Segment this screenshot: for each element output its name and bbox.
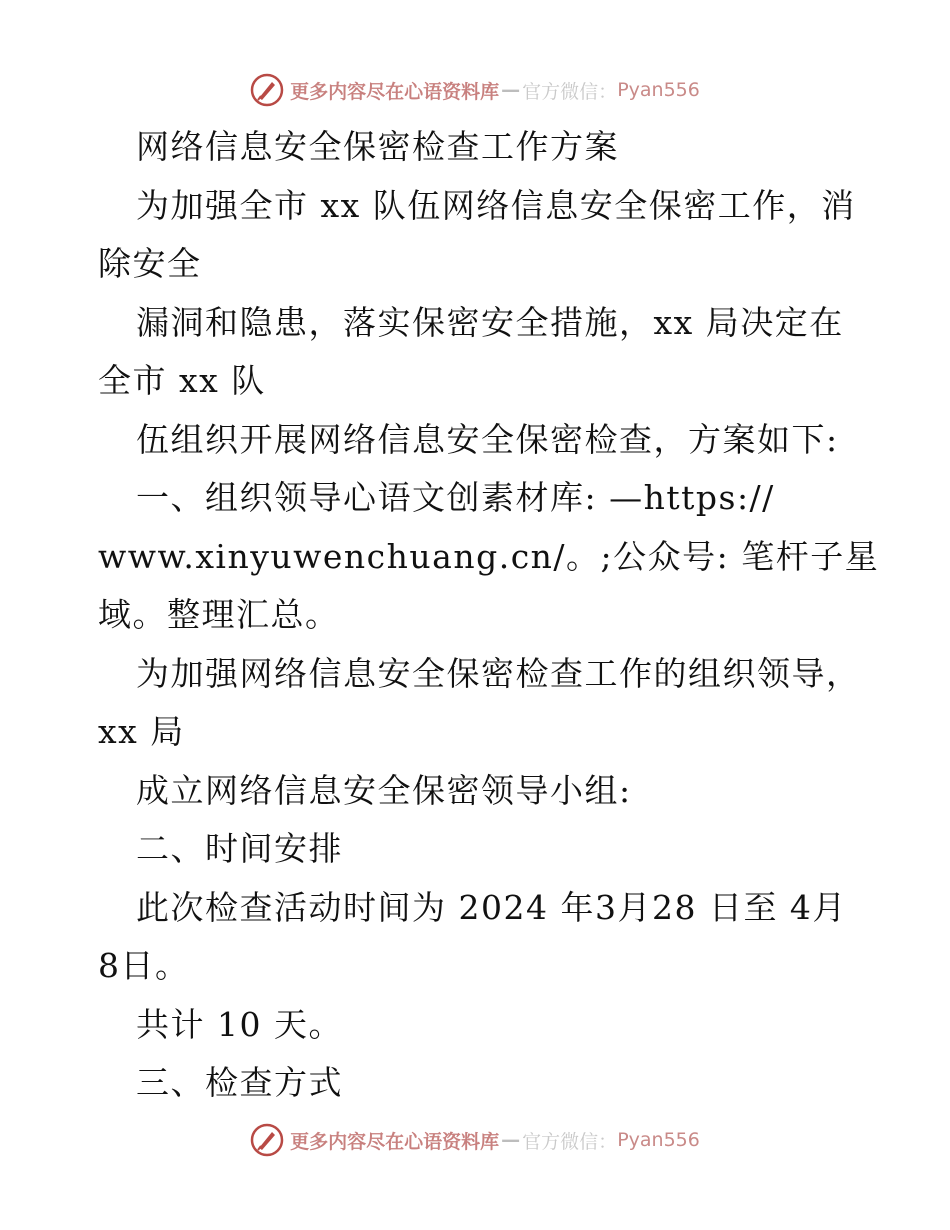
banner-wechat-id: Pyan556 xyxy=(617,79,700,101)
paragraph-line: 全市 xx 队 xyxy=(98,361,266,400)
paragraph-line: 此次检查活动时间为 2024 年3月28 日至 4月 xyxy=(136,887,847,927)
document-body xyxy=(98,118,880,1113)
banner-wechat-label: 官方微信： xyxy=(522,1130,618,1153)
paragraph-line: 伍组织开展网络信息安全保密检查，方案如下: xyxy=(136,419,839,459)
banner-wechat-label: 官方微信： xyxy=(522,80,618,103)
paragraph-line: 为加强全市 xx 队伍网络信息安全保密工作，消 xyxy=(136,185,856,225)
paragraph-line: 除安全 xyxy=(98,244,202,283)
paragraph-line: 漏洞和隐患，落实保密安全措施，xx 局决定在 xyxy=(136,302,844,342)
paragraph-line: 域。整理汇总。 xyxy=(98,595,340,634)
paragraph-line: 8日。 xyxy=(98,946,190,985)
banner-dash: — xyxy=(501,1129,521,1151)
quill-circle-icon xyxy=(250,73,284,107)
doc-title: 网络信息安全保密检查工作方案 xyxy=(136,127,619,166)
banner-wechat-id: Pyan556 xyxy=(617,1129,700,1151)
header-banner xyxy=(0,70,950,110)
section-heading: 二、时间安排 xyxy=(136,829,343,868)
banner-dash: — xyxy=(501,79,521,101)
paragraph-line: xx 局 xyxy=(98,712,185,751)
paragraph-line: 为加强网络信息安全保密检查工作的组织领导， xyxy=(136,653,861,693)
banner-brand: 更多内容尽在心语资料库 xyxy=(290,80,500,103)
footer-banner xyxy=(0,1120,950,1160)
section-heading: 三、检查方式 xyxy=(136,1063,343,1102)
section-heading: 一、组织领导心语文创素材库: —https:// xyxy=(136,478,775,517)
banner-brand: 更多内容尽在心语资料库 xyxy=(290,1130,500,1153)
paragraph-line: 共计 10 天。 xyxy=(136,1004,343,1044)
paragraph-line: 成立网络信息安全保密领导小组: xyxy=(136,770,632,810)
quill-circle-icon xyxy=(250,1123,284,1157)
paragraph-line: www.xinyuwenchuang.cn/。;公众号: 笔杆子星 xyxy=(98,536,880,576)
